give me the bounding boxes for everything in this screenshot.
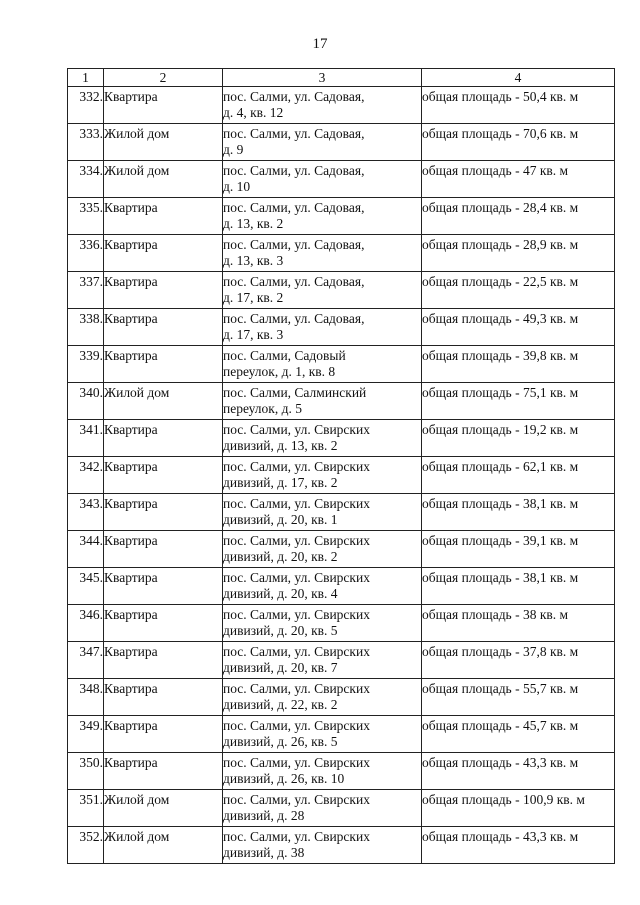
table-row (68, 494, 615, 531)
total-area: общая площадь - 38,1 кв. м (422, 568, 615, 605)
row-number: 339. (68, 346, 104, 383)
total-area: общая площадь - 39,8 кв. м (422, 346, 615, 383)
total-area: общая площадь - 47 кв. м (422, 161, 615, 198)
object-type: Квартира (104, 531, 223, 568)
property-table (67, 68, 615, 864)
total-area: общая площадь - 43,3 кв. м (422, 827, 615, 864)
address-line-1: пос. Салми, ул. Свирских (223, 829, 370, 844)
address-line-1: пос. Салми, ул. Свирских (223, 533, 370, 548)
object-address (223, 235, 422, 272)
total-area: общая площадь - 39,1 кв. м (422, 531, 615, 568)
address-line-1: пос. Салми, ул. Садовая, (223, 200, 365, 215)
address-line-2: д. 17, кв. 3 (223, 327, 284, 342)
row-number: 346. (68, 605, 104, 642)
header-col-4: 4 (422, 69, 615, 87)
object-address (223, 457, 422, 494)
object-type: Жилой дом (104, 383, 223, 420)
object-address (223, 642, 422, 679)
object-address (223, 272, 422, 309)
address-line-2: дивизий, д. 26, кв. 5 (223, 734, 338, 749)
address-line-1: пос. Салми, ул. Свирских (223, 459, 370, 474)
object-address (223, 531, 422, 568)
address-line-1: пос. Салми, Салминский (223, 385, 367, 400)
row-number: 335. (68, 198, 104, 235)
table-row (68, 124, 615, 161)
row-number: 345. (68, 568, 104, 605)
table-header (68, 69, 615, 87)
object-address (223, 383, 422, 420)
address-line-1: пос. Салми, ул. Садовая, (223, 89, 365, 104)
address-line-2: дивизий, д. 38 (223, 845, 305, 860)
object-type: Жилой дом (104, 790, 223, 827)
object-type: Квартира (104, 235, 223, 272)
table-row (68, 457, 615, 494)
row-number: 343. (68, 494, 104, 531)
total-area: общая площадь - 75,1 кв. м (422, 383, 615, 420)
address-line-2: дивизий, д. 26, кв. 10 (223, 771, 345, 786)
address-line-1: пос. Салми, ул. Свирских (223, 644, 370, 659)
address-line-2: дивизий, д. 13, кв. 2 (223, 438, 338, 453)
object-type: Квартира (104, 198, 223, 235)
table-row (68, 790, 615, 827)
total-area: общая площадь - 22,5 кв. м (422, 272, 615, 309)
object-address (223, 605, 422, 642)
address-line-1: пос. Салми, ул. Свирских (223, 607, 370, 622)
address-line-1: пос. Салми, ул. Свирских (223, 681, 370, 696)
table-row (68, 716, 615, 753)
address-line-1: пос. Салми, ул. Свирских (223, 755, 370, 770)
table-body (68, 87, 615, 864)
object-address (223, 309, 422, 346)
object-address (223, 87, 422, 124)
object-type: Квартира (104, 568, 223, 605)
address-line-2: дивизий, д. 20, кв. 7 (223, 660, 338, 675)
object-address (223, 420, 422, 457)
object-address (223, 790, 422, 827)
total-area: общая площадь - 62,1 кв. м (422, 457, 615, 494)
total-area: общая площадь - 100,9 кв. м (422, 790, 615, 827)
table-row (68, 87, 615, 124)
object-type: Жилой дом (104, 161, 223, 198)
address-line-1: пос. Салми, ул. Садовая, (223, 311, 365, 326)
address-line-2: д. 17, кв. 2 (223, 290, 284, 305)
address-line-1: пос. Салми, ул. Садовая, (223, 237, 365, 252)
total-area: общая площадь - 38 кв. м (422, 605, 615, 642)
total-area: общая площадь - 55,7 кв. м (422, 679, 615, 716)
object-type: Квартира (104, 494, 223, 531)
address-line-2: д. 13, кв. 2 (223, 216, 284, 231)
total-area: общая площадь - 37,8 кв. м (422, 642, 615, 679)
row-number: 350. (68, 753, 104, 790)
table-row (68, 383, 615, 420)
table-row (68, 679, 615, 716)
object-type: Квартира (104, 753, 223, 790)
address-line-1: пос. Салми, ул. Садовая, (223, 163, 365, 178)
address-line-2: дивизий, д. 20, кв. 4 (223, 586, 338, 601)
header-row (68, 69, 615, 87)
table-row (68, 827, 615, 864)
total-area: общая площадь - 70,6 кв. м (422, 124, 615, 161)
row-number: 348. (68, 679, 104, 716)
address-line-1: пос. Салми, ул. Свирских (223, 792, 370, 807)
total-area: общая площадь - 28,4 кв. м (422, 198, 615, 235)
total-area: общая площадь - 49,3 кв. м (422, 309, 615, 346)
address-line-2: д. 10 (223, 179, 251, 194)
table-row (68, 272, 615, 309)
row-number: 347. (68, 642, 104, 679)
address-line-1: пос. Салми, ул. Свирских (223, 718, 370, 733)
object-address (223, 494, 422, 531)
object-type: Квартира (104, 87, 223, 124)
table-row (68, 161, 615, 198)
total-area: общая площадь - 50,4 кв. м (422, 87, 615, 124)
object-address (223, 124, 422, 161)
row-number: 342. (68, 457, 104, 494)
row-number: 332. (68, 87, 104, 124)
object-type: Квартира (104, 457, 223, 494)
row-number: 351. (68, 790, 104, 827)
header-col-1: 1 (68, 69, 104, 87)
total-area: общая площадь - 19,2 кв. м (422, 420, 615, 457)
row-number: 344. (68, 531, 104, 568)
address-line-1: пос. Салми, ул. Свирских (223, 422, 370, 437)
object-address (223, 827, 422, 864)
row-number: 333. (68, 124, 104, 161)
address-line-1: пос. Салми, ул. Садовая, (223, 274, 365, 289)
row-number: 337. (68, 272, 104, 309)
object-type: Жилой дом (104, 827, 223, 864)
address-line-2: переулок, д. 5 (223, 401, 302, 416)
address-line-2: дивизий, д. 20, кв. 2 (223, 549, 338, 564)
object-type: Жилой дом (104, 124, 223, 161)
object-address (223, 161, 422, 198)
object-type: Квартира (104, 420, 223, 457)
table-row (68, 605, 615, 642)
address-line-2: дивизий, д. 28 (223, 808, 305, 823)
row-number: 338. (68, 309, 104, 346)
table-row (68, 235, 615, 272)
object-type: Квартира (104, 605, 223, 642)
address-line-2: д. 13, кв. 3 (223, 253, 284, 268)
table-row (68, 531, 615, 568)
table-row (68, 420, 615, 457)
table-row (68, 642, 615, 679)
address-line-1: пос. Салми, ул. Свирских (223, 570, 370, 585)
object-address (223, 716, 422, 753)
object-type: Квартира (104, 309, 223, 346)
address-line-2: дивизий, д. 20, кв. 1 (223, 512, 338, 527)
page-number: 17 (312, 36, 328, 52)
address-line-1: пос. Салми, ул. Свирских (223, 496, 370, 511)
address-line-2: дивизий, д. 22, кв. 2 (223, 697, 338, 712)
row-number: 349. (68, 716, 104, 753)
object-address (223, 346, 422, 383)
total-area: общая площадь - 43,3 кв. м (422, 753, 615, 790)
address-line-1: пос. Салми, ул. Садовая, (223, 126, 365, 141)
object-type: Квартира (104, 346, 223, 383)
object-address (223, 568, 422, 605)
address-line-2: переулок, д. 1, кв. 8 (223, 364, 336, 379)
row-number: 352. (68, 827, 104, 864)
row-number: 340. (68, 383, 104, 420)
address-line-2: д. 9 (223, 142, 244, 157)
row-number: 334. (68, 161, 104, 198)
object-address (223, 198, 422, 235)
address-line-2: дивизий, д. 20, кв. 5 (223, 623, 338, 638)
object-address (223, 753, 422, 790)
table-row (68, 568, 615, 605)
table-row (68, 198, 615, 235)
table-row (68, 753, 615, 790)
table-row (68, 309, 615, 346)
address-line-2: д. 4, кв. 12 (223, 105, 284, 120)
table-row (68, 346, 615, 383)
object-type: Квартира (104, 716, 223, 753)
header-col-3: 3 (223, 69, 422, 87)
object-type: Квартира (104, 272, 223, 309)
row-number: 341. (68, 420, 104, 457)
address-line-2: дивизий, д. 17, кв. 2 (223, 475, 338, 490)
total-area: общая площадь - 38,1 кв. м (422, 494, 615, 531)
header-col-2: 2 (104, 69, 223, 87)
total-area: общая площадь - 45,7 кв. м (422, 716, 615, 753)
object-type: Квартира (104, 679, 223, 716)
total-area: общая площадь - 28,9 кв. м (422, 235, 615, 272)
row-number: 336. (68, 235, 104, 272)
object-address (223, 679, 422, 716)
address-line-1: пос. Салми, Садовый (223, 348, 346, 363)
object-type: Квартира (104, 642, 223, 679)
